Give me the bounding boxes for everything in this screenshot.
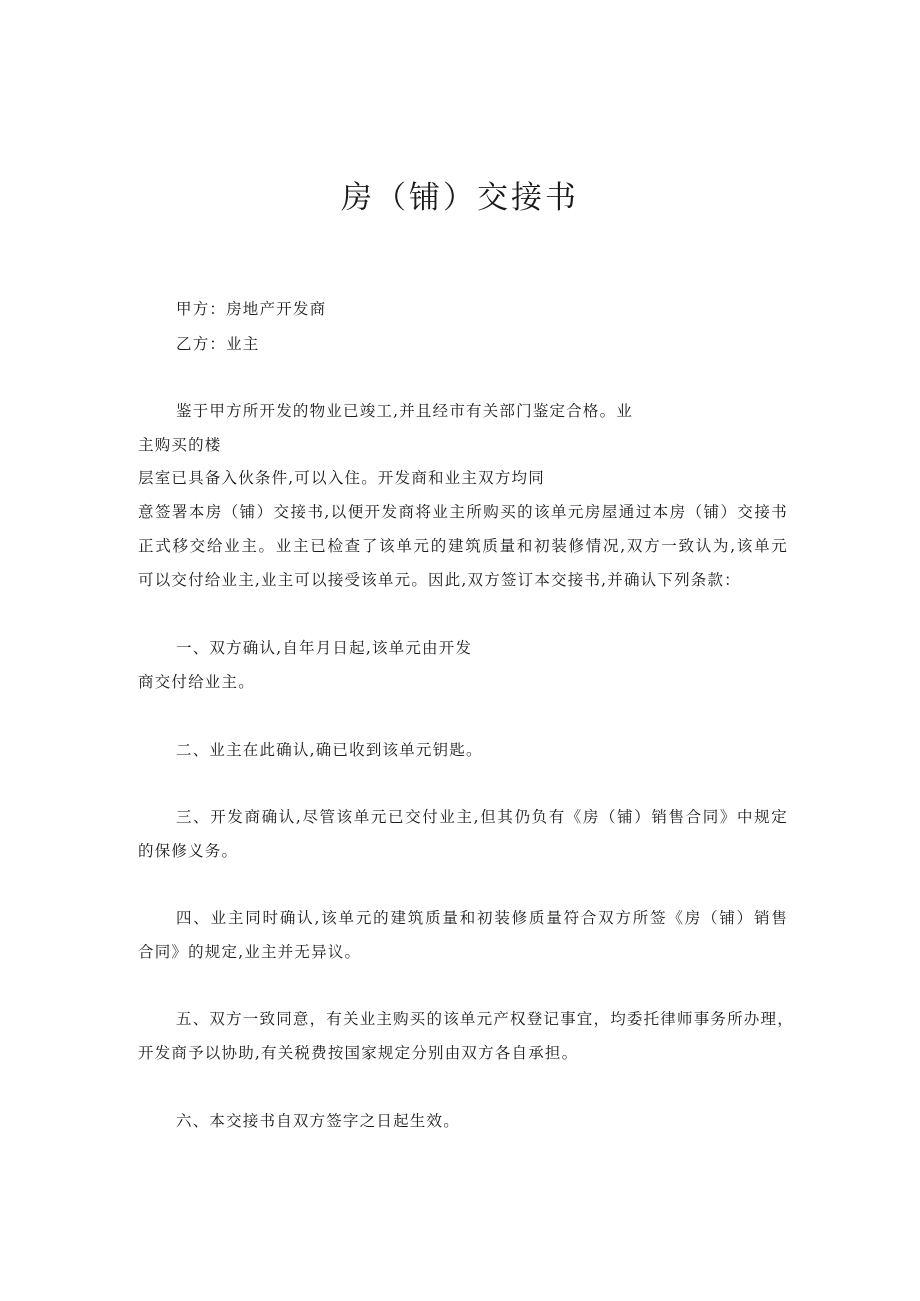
preamble-line: 主购买的楼	[138, 436, 222, 454]
clause-2: 二、业主在此确认,确已收到该单元钥匙。	[176, 741, 483, 759]
party-b: 乙方：业主	[176, 335, 260, 353]
preamble-line: 鉴于甲方所开发的物业已竣工,并且经市有关部门鉴定合格。业	[176, 402, 634, 420]
clause-6: 六、本交接书自双方签字之日起生效。	[176, 1112, 460, 1130]
preamble-line: 意签署本房（铺）交接书,以便开发商将业主所购买的该单元房屋通过本房（铺）交接书	[138, 503, 788, 521]
clause-4-line: 合同》的规定,业主并无异议。	[138, 943, 362, 961]
preamble-line: 层室已具备入伙条件,可以入住。开发商和业主双方均同	[138, 469, 545, 487]
clause-1-line: 一、双方确认,自年月日起,该单元由开发	[176, 639, 473, 657]
clause-5-line: 开发商予以协助,有关税费按国家规定分别由双方各自承担。	[138, 1044, 579, 1062]
clause-4-line: 四、业主同时确认,该单元的建筑质量和初装修质量符合双方所签《房（铺）销售	[176, 909, 788, 927]
preamble-line: 可以交付给业主,业主可以接受该单元。因此,双方签订本交接书,并确认下列条款：	[138, 571, 741, 589]
clause-3-line: 的保修义务。	[138, 842, 239, 860]
clause-1-line: 商交付给业主。	[138, 673, 255, 691]
clause-5-line: 五、双方一致同意，有关业主购买的该单元产权登记事宜，均委托律师事务所办理，	[176, 1010, 794, 1028]
preamble-line: 正式移交给业主。业主已检查了该单元的建筑质量和初装修情况,双方一致认为,该单元	[138, 537, 788, 555]
party-a: 甲方：房地产开发商	[176, 300, 327, 318]
clause-3-line: 三、开发商确认,尽管该单元已交付业主,但其仍负有《房（铺）销售合同》中规定	[176, 808, 788, 826]
document-title: 房（铺）交接书	[341, 180, 579, 216]
